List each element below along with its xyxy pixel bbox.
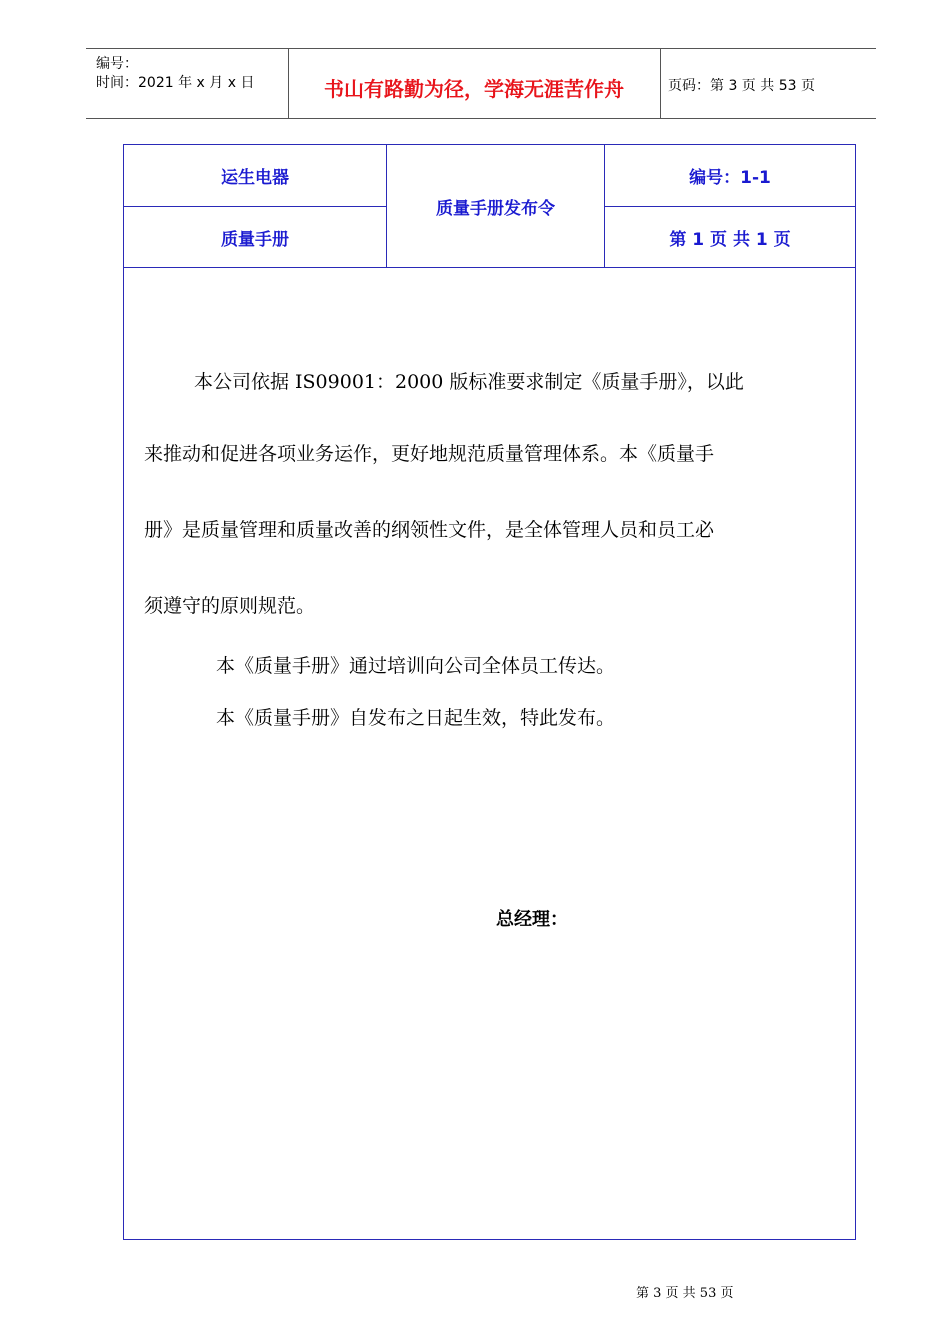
paragraph-line: 本公司依据 IS09001：2000 版标准要求制定《质量手册》，以此 xyxy=(194,371,744,393)
manual-name: 质量手册 xyxy=(221,229,289,250)
title-table xyxy=(124,145,855,268)
document-code: 编号：1-1 xyxy=(689,168,771,188)
page-header xyxy=(86,48,876,119)
document-number-label: 编号： xyxy=(96,56,138,72)
paragraph-line: 来推动和促进各项业务运作，更好地规范质量管理体系。本《质量手 xyxy=(144,443,715,465)
paragraph-training: 本《质量手册》通过培训向公司全体员工传达。 xyxy=(216,655,616,677)
page-footer: 第 3 页 共 53 页 xyxy=(636,1286,734,1301)
header-motto-cell xyxy=(288,49,661,118)
document-time-label: 时间：2021 年 x 月 x 日 xyxy=(96,75,255,91)
header-info-cell xyxy=(86,49,289,118)
signature-label: 总经理： xyxy=(496,909,568,930)
document-title: 质量手册发布令 xyxy=(436,198,555,219)
header-motto: 书山有路勤为径，学海无涯苦作舟 xyxy=(324,77,624,101)
paragraph-line: 须遵守的原则规范。 xyxy=(144,595,316,617)
header-page-number: 页码：第 3 页 共 53 页 xyxy=(668,78,815,94)
paragraph-effective: 本《质量手册》自发布之日起生效，特此发布。 xyxy=(216,707,616,729)
header-page-cell xyxy=(660,49,876,118)
table-page-number: 第 1 页 共 1 页 xyxy=(669,229,791,250)
document-frame xyxy=(123,144,856,1240)
paragraph-line: 册》是质量管理和质量改善的纲领性文件，是全体管理人员和员工必 xyxy=(144,519,715,541)
company-name: 运生电器 xyxy=(221,168,289,188)
